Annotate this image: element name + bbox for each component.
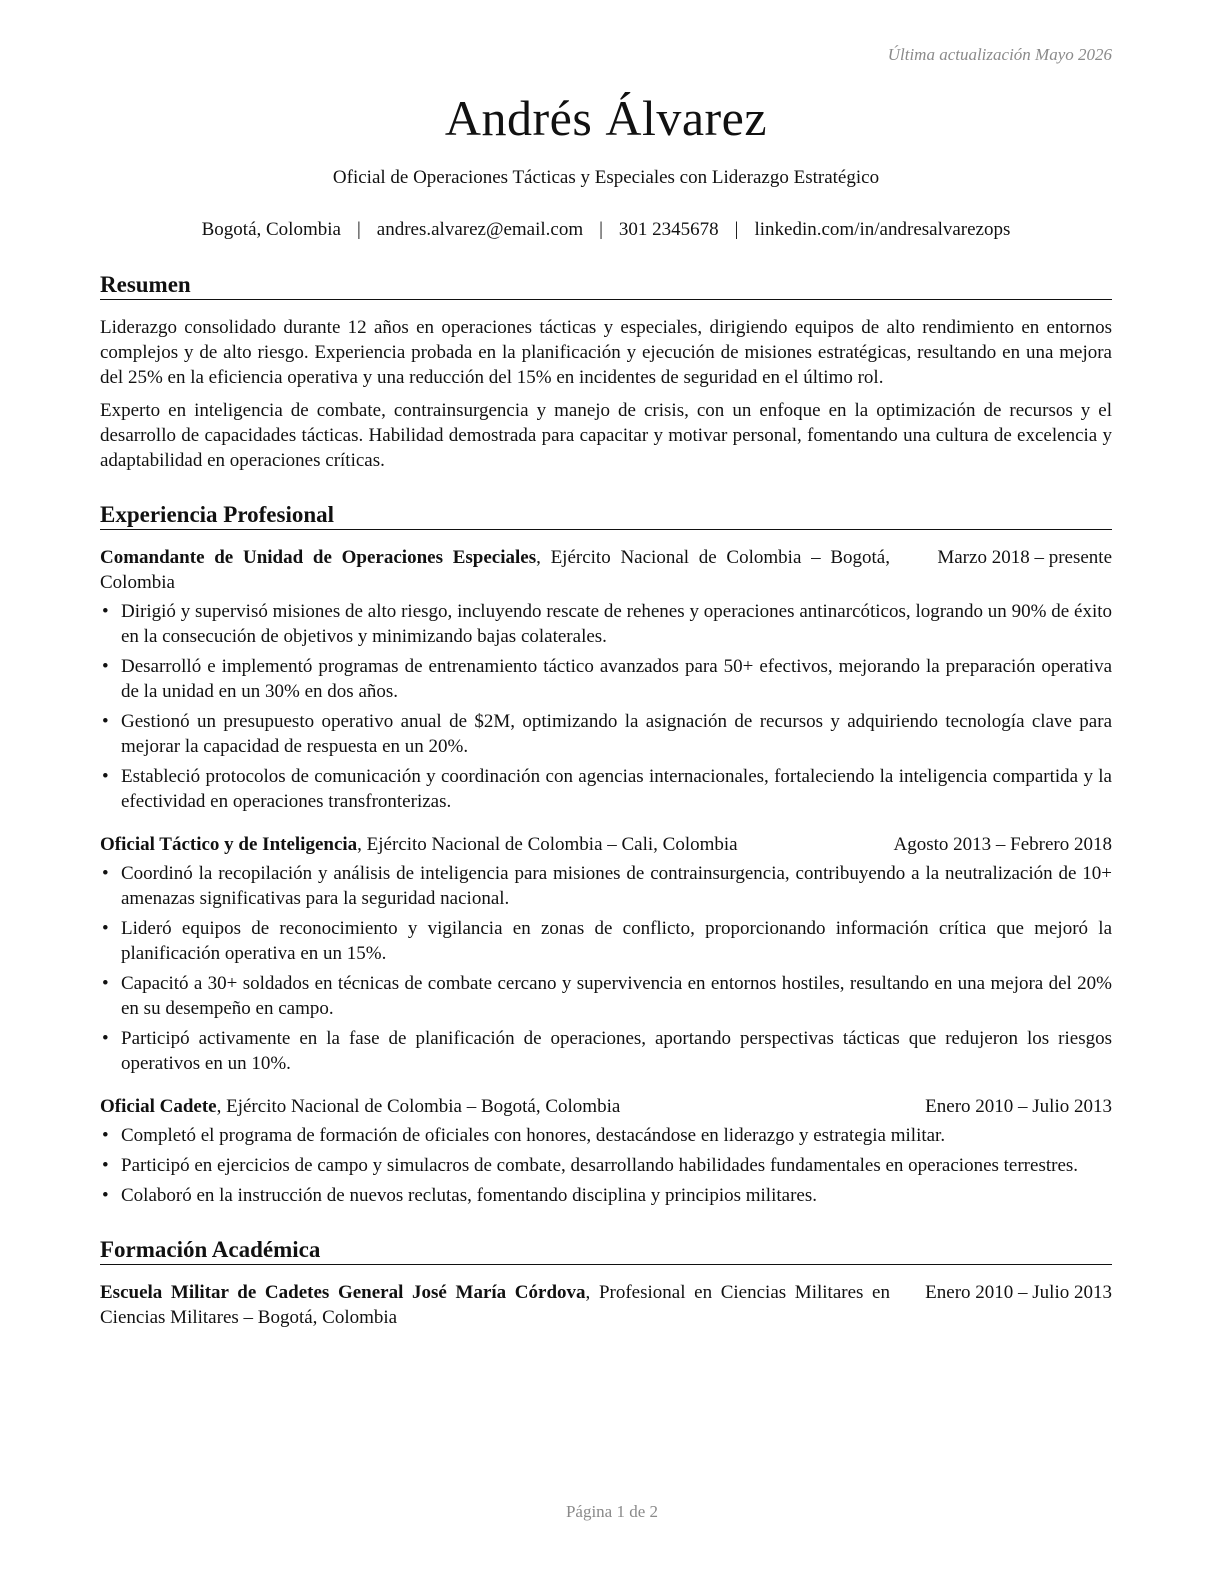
job-entry (100, 1094, 1112, 1208)
job-bullets (100, 599, 1112, 814)
list-item (100, 764, 1112, 814)
list-item (100, 1183, 1112, 1208)
last-updated-note: Última actualización Mayo 2026 (887, 45, 1112, 64)
job-dates: Agosto 2013 – Febrero 2018 (893, 834, 1112, 855)
bullet-icon: • (102, 601, 109, 622)
job-organization: , Ejército Nacional de Colombia – Bogotá, Colombia (100, 547, 890, 593)
bullet-icon: • (102, 766, 109, 787)
candidate-name: Andrés Álvarez (444, 90, 768, 146)
education-title-line (100, 1280, 890, 1330)
bullet-icon: • (102, 973, 109, 994)
job-role: Oficial Táctico y de Inteligencia (100, 834, 358, 855)
job-organization: , Ejército Nacional de Colombia – Cali, Colombia (357, 834, 738, 855)
bullet-icon: • (102, 918, 109, 939)
bullet-icon: • (102, 1028, 109, 1049)
page-number: Página 1 de 2 (565, 1502, 659, 1521)
section-title-summary: Resumen (100, 271, 1112, 300)
bullet-icon: • (102, 1185, 109, 1206)
job-dates: Marzo 2018 – presente (937, 547, 1112, 568)
list-item (100, 916, 1112, 966)
bullet-text: Completó el programa de formación de oficiales con honores, destacándose en liderazgo y estrategia militar. (121, 1125, 946, 1146)
list-item (100, 1153, 1112, 1178)
list-item (100, 599, 1112, 649)
summary-paragraph: Liderazgo consolidado durante 12 años en operaciones tácticas y especiales, dirigiendo equipos de alto rendimiento en entornos complejos y de alto riesgo. Experiencia probada en la planificación y ejecución de misiones estratégicas, resultando en una mejora del 25% en la eficiencia operativa y una reducción del 15% en incidentes de seguridad en el último rol. (100, 317, 1112, 388)
bullet-icon: • (102, 711, 109, 732)
section-title-education: Formación Académica (100, 1236, 1112, 1265)
bullet-icon: • (102, 656, 109, 677)
bullet-text: Colaboró en la instrucción de nuevos reclutas, fomentando disciplina y principios militares. (121, 1185, 817, 1206)
list-item (100, 861, 1112, 911)
job-organization: , Ejército Nacional de Colombia – Bogotá, Colombia (216, 1096, 621, 1117)
job-title-line (100, 1094, 890, 1119)
bullet-text: Dirigió y supervisó misiones de alto riesgo, incluyendo rescate de rehenes y operaciones antinarcóticos, logrando un 90% de éxito en la consecución de objetivos y minimizando bajas colaterales. (121, 601, 1112, 647)
bullet-text: Desarrolló e implementó programas de entrenamiento táctico avanzados para 50+ efectivos, mejorando la preparación operativa de la unidad en un 30% en dos años. (121, 656, 1112, 702)
contact-line (100, 217, 1112, 243)
contact-separator: | (599, 219, 603, 240)
candidate-headline: Oficial de Operaciones Tácticas y Especiales con Liderazgo Estratégico (332, 167, 880, 188)
bullet-icon: • (102, 1125, 109, 1146)
resume-page (100, 40, 1112, 1330)
job-title-line (100, 545, 890, 595)
bullet-text: Participó en ejercicios de campo y simulacros de combate, desarrollando habilidades fundamentales en operaciones terrestres. (121, 1155, 1079, 1176)
contact-phone: 301 2345678 (618, 219, 719, 240)
list-item (100, 709, 1112, 759)
education-detail: , Profesional en Ciencias Militares en Ciencias Militares – Bogotá, Colombia (100, 1282, 890, 1328)
job-header (100, 832, 1112, 857)
bullet-text: Estableció protocolos de comunicación y coordinación con agencias internacionales, fortaleciendo la inteligencia compartida y la efectividad en operaciones transfronterizas. (121, 766, 1112, 812)
contact-linkedin[interactable]: linkedin.com/in/andresalvarezops (754, 219, 1011, 240)
list-item (100, 1026, 1112, 1076)
job-title-line (100, 832, 879, 857)
bullet-text: Gestionó un presupuesto operativo anual de $2M, optimizando la asignación de recursos y adquiriendo tecnología clave para mejorar la capacidad de respuesta en un 20%. (121, 711, 1112, 757)
bullet-text: Coordinó la recopilación y análisis de inteligencia para misiones de contrainsurgencia, contribuyendo a la neutralización de 10+ amenazas significativas para la seguridad nacional. (121, 863, 1112, 909)
bullet-text: Capacitó a 30+ soldados en técnicas de combate cercano y supervivencia en entornos hostiles, resultando en una mejora del 20% en su desempeño en campo. (121, 973, 1112, 1019)
bullet-text: Lideró equipos de reconocimiento y vigilancia en zonas de conflicto, proporcionando información crítica que mejoró la planificación operativa en un 15%. (121, 918, 1112, 964)
contact-email[interactable]: andres.alvarez@email.com (376, 219, 584, 240)
bullet-icon: • (102, 1155, 109, 1176)
job-entry (100, 832, 1112, 1076)
list-item (100, 971, 1112, 1021)
education-dates: Enero 2010 – Julio 2013 (925, 1282, 1112, 1303)
job-dates: Enero 2010 – Julio 2013 (925, 1096, 1112, 1117)
list-item (100, 654, 1112, 704)
list-item (100, 1123, 1112, 1148)
job-header (100, 1094, 1112, 1119)
job-bullets (100, 1123, 1112, 1208)
job-entry (100, 545, 1112, 814)
bullet-text: Participó activamente en la fase de planificación de operaciones, aportando perspectivas tácticas que redujeron los riesgos operativos en un 10%. (121, 1028, 1112, 1074)
education-school: Escuela Militar de Cadetes General José María Córdova (100, 1282, 586, 1303)
summary-paragraph: Experto en inteligencia de combate, contrainsurgencia y manejo de crisis, con un enfoque en la optimización de recursos y el desarrollo de capacidades tácticas. Habilidad demostrada para capacitar y motivar personal, fomentando una cultura de excelencia y adaptabilidad en operaciones críticas. (100, 400, 1112, 471)
contact-location: Bogotá, Colombia (201, 219, 341, 240)
contact-separator: | (734, 219, 739, 240)
job-bullets (100, 861, 1112, 1076)
job-header (100, 545, 1112, 595)
section-title-experience: Experiencia Profesional (100, 501, 1112, 530)
education-entry (100, 1280, 1112, 1330)
job-role: Oficial Cadete (100, 1096, 217, 1117)
job-role: Comandante de Unidad de Operaciones Especiales (100, 547, 537, 568)
contact-separator: | (356, 219, 361, 240)
bullet-icon: • (102, 863, 109, 884)
